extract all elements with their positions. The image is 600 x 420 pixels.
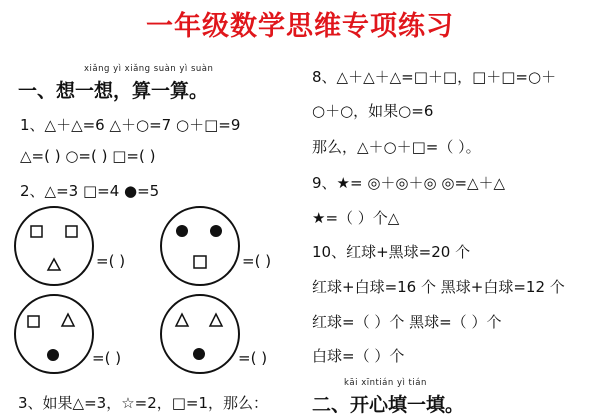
q10-line-2: 红球+白球=16 个 黑球+白球=12 个 bbox=[312, 278, 565, 296]
filled-circle-icon bbox=[210, 225, 222, 237]
q9-line-1: 9、★= ◎＋◎＋◎ ◎=△＋△ bbox=[312, 174, 506, 192]
q8-line-1: 8、△＋△＋△=□＋□，□＋□=○＋ bbox=[312, 68, 557, 86]
triangle-icon bbox=[210, 314, 222, 326]
q3-text: 3、如果△=3，☆=2，□=1，那么： bbox=[18, 394, 269, 412]
square-icon bbox=[66, 226, 77, 237]
q9-line-2: ★=（ ）个△ bbox=[312, 209, 400, 227]
q1-equations: 1、△＋△=6 △＋○=7 ○＋□=9 bbox=[20, 116, 241, 134]
square-icon bbox=[31, 226, 42, 237]
q10-line-3: 红球=（ ）个 黑球=（ ）个 bbox=[312, 313, 502, 331]
q8-line-3: 那么，△＋○＋□=（ ）。 bbox=[312, 138, 481, 156]
q2-blank-2: =( ) bbox=[242, 252, 272, 270]
q10-line-4: 白球=（ ）个 bbox=[312, 347, 405, 365]
triangle-icon bbox=[176, 314, 188, 326]
q8-line-2: ○＋○，如果○=6 bbox=[312, 102, 434, 120]
square-icon bbox=[194, 256, 206, 268]
triangle-icon bbox=[48, 259, 60, 270]
q1-answers: △=( ) ○=( ) □=( ) bbox=[20, 147, 156, 165]
filled-circle-icon bbox=[47, 349, 59, 361]
q2-values: 2、△=3 □=4 ●=5 bbox=[20, 182, 160, 200]
section1-pinyin: xiǎng yì xiǎng suàn yì suàn bbox=[84, 64, 214, 74]
section2-pinyin: kāi xīntián yì tián bbox=[344, 378, 427, 388]
triangle-icon bbox=[62, 314, 74, 326]
page-title: 一年级数学思维专项练习 bbox=[146, 11, 454, 42]
q2-blank-4: =( ) bbox=[238, 349, 268, 367]
section1-heading: 一、想一想，算一算。 bbox=[18, 80, 209, 102]
filled-circle-icon bbox=[193, 348, 205, 360]
filled-circle-icon bbox=[176, 225, 188, 237]
square-icon bbox=[28, 316, 39, 327]
q2-blank-3: =( ) bbox=[92, 349, 122, 367]
q10-line-1: 10、红球+黑球=20 个 bbox=[312, 243, 471, 261]
section2-heading: 二、开心填一填。 bbox=[312, 394, 465, 416]
q2-blank-1: =( ) bbox=[96, 252, 126, 270]
